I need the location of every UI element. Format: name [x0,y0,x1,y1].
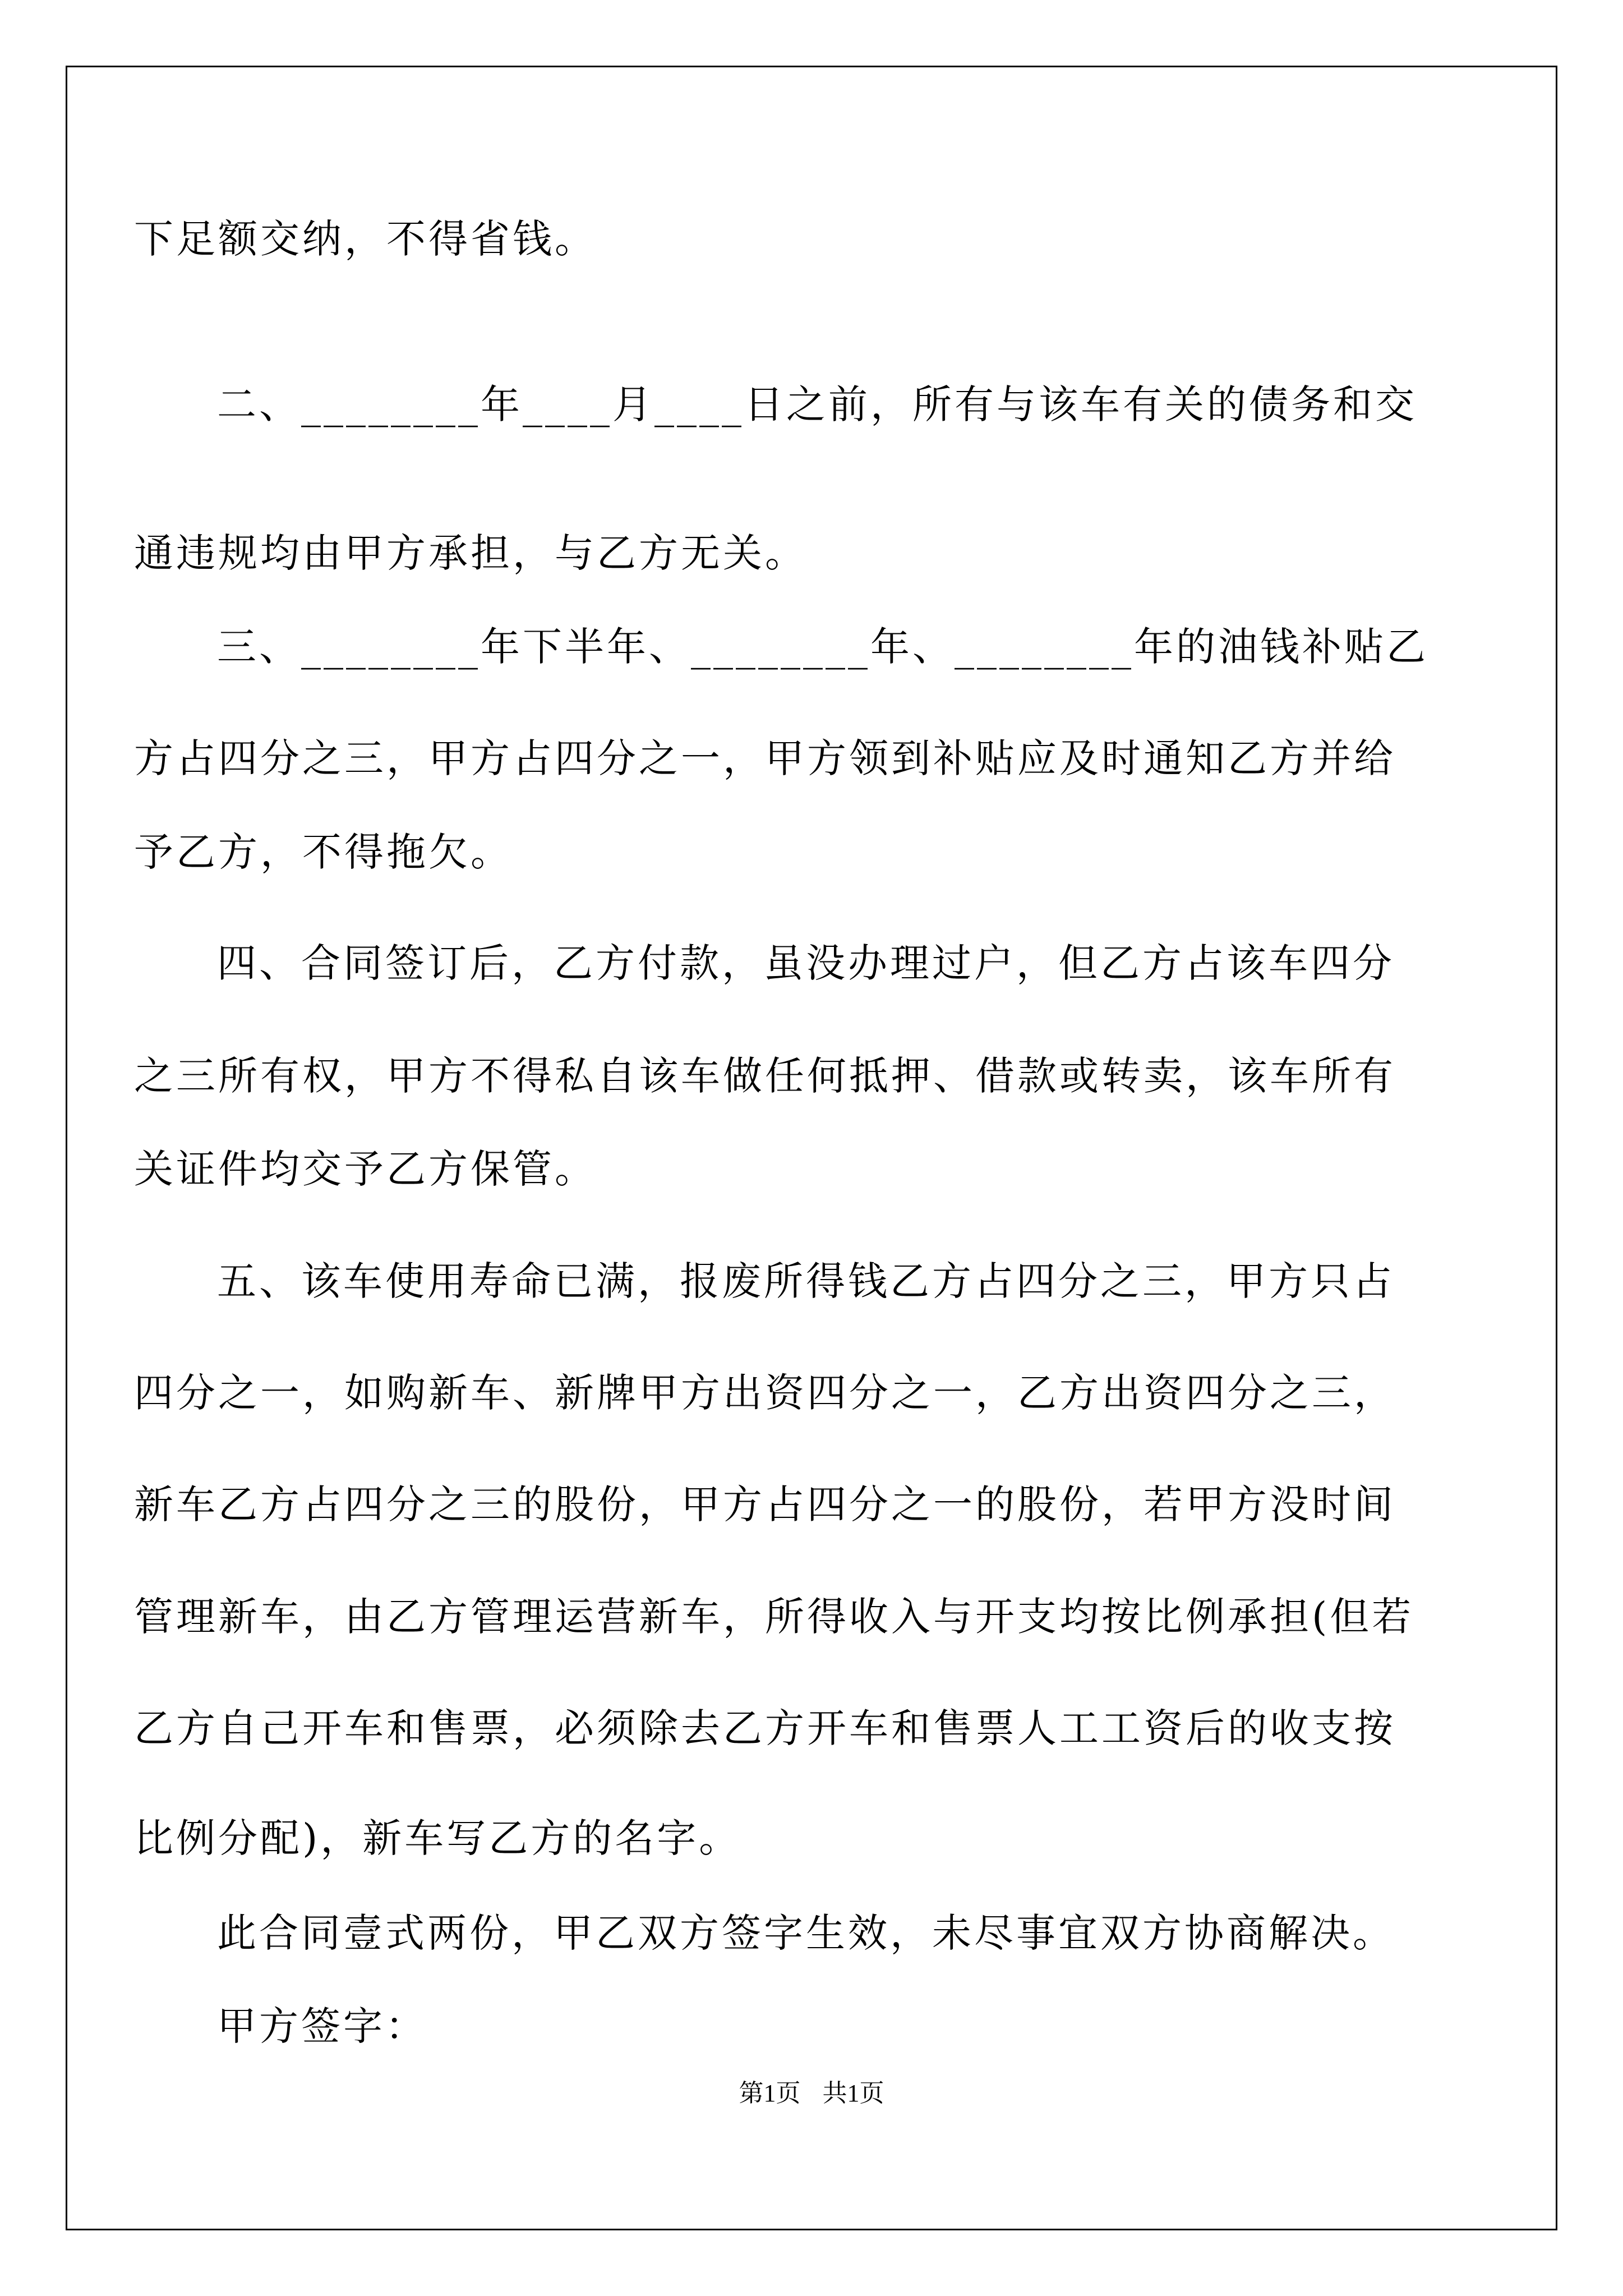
text-line: 新车乙方占四分之三的股份，甲方占四分之一的股份，若甲方没时间 [134,1481,1396,1527]
page-footer [0,2077,1623,2110]
text-line: 四、合同签订后，乙方付款，虽没办理过户，但乙方占该车四分 [217,940,1395,986]
text-line: 甲方签字： [217,2003,427,2049]
text-line: 之三所有权，甲方不得私自该车做任何抵押、借款或转卖，该车所有 [134,1053,1396,1099]
text-line: 二、________年____月____日之前，所有与该车有关的债务和交 [217,381,1417,427]
text-line: 五、该车使用寿命已满，报废所得钱乙方占四分之三，甲方只占 [217,1258,1395,1304]
text-line: 四分之一，如购新车、新牌甲方出资四分之一，乙方出资四分之三， [134,1370,1396,1416]
text-line: 比例分配)，新车写乙方的名字。 [134,1815,741,1861]
text-line: 予乙方，不得拖欠。 [134,829,513,875]
text-line: 通违规均由甲方承担，与乙方无关。 [134,530,807,576]
page-total: 共1页 [822,2079,884,2107]
text-line: 方占四分之三，甲方占四分之一，甲方领到补贴应及时通知乙方并给 [134,735,1396,781]
text-line: 管理新车，由乙方管理运营新车，所得收入与开支均按比例承担(但若 [134,1594,1414,1640]
text-line: 三、________年下半年、________年、________年的油钱补贴乙 [217,624,1428,670]
page-number: 第1页 [739,2079,801,2107]
text-line: 关证件均交予乙方保管。 [134,1146,597,1192]
text-line: 此合同壹式两份，甲乙双方签字生效，未尽事宜双方协商解决。 [217,1910,1395,1956]
text-line: 下足额交纳，不得省钱。 [134,216,597,262]
text-line: 乙方自己开车和售票，必须除去乙方开车和售票人工工资后的收支按 [134,1705,1396,1751]
